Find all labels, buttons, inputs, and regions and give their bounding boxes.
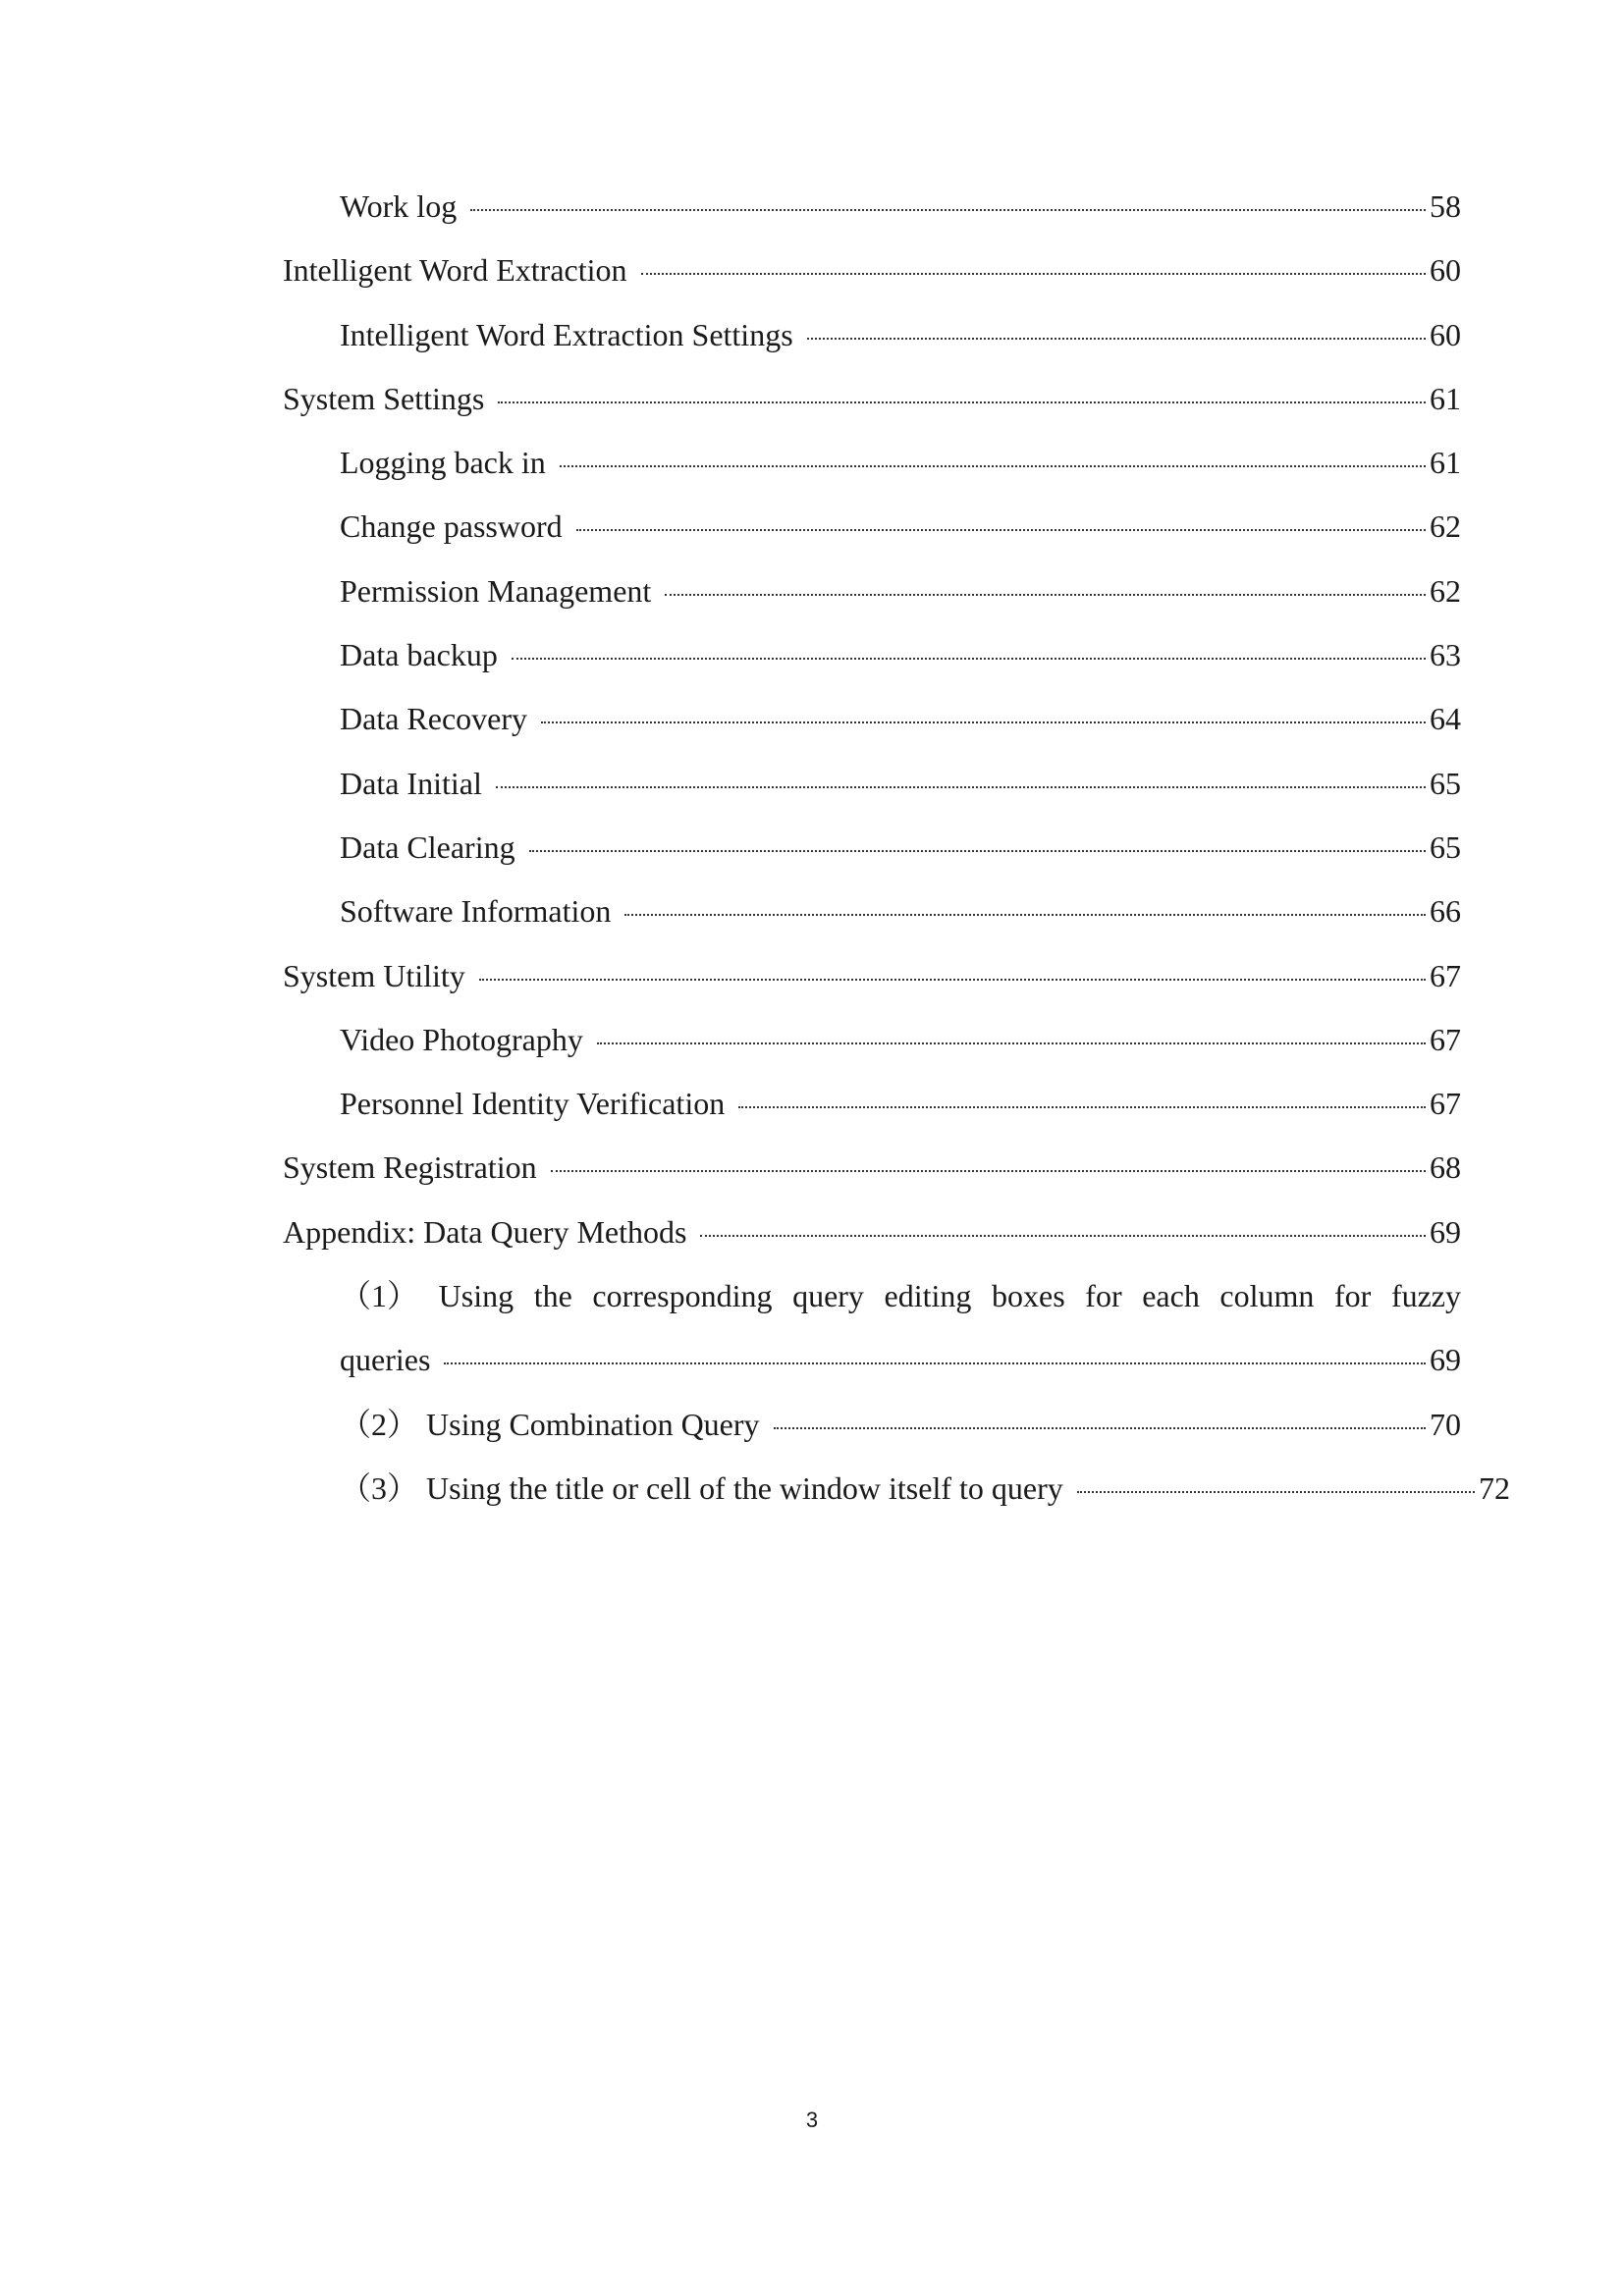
table-of-contents — [283, 187, 1510, 1532]
toc-dot-leader — [774, 1427, 1426, 1429]
toc-word: for — [1085, 1278, 1122, 1314]
toc-entry-title: System Settings — [283, 380, 485, 416]
toc-dot-leader — [496, 786, 1426, 788]
toc-entry-title: Change password — [340, 508, 563, 545]
toc-word: column — [1219, 1278, 1315, 1314]
toc-entry-page-number: 69 — [1430, 1213, 1461, 1250]
toc-entry[interactable] — [283, 828, 1461, 891]
toc-entry-title: System Utility — [283, 957, 465, 993]
toc-entry-page-number: 66 — [1430, 893, 1461, 930]
toc-dot-leader — [479, 979, 1426, 981]
toc-entry[interactable] — [283, 379, 1461, 443]
toc-entry-title: Software Information — [340, 893, 612, 930]
toc-dot-leader — [700, 1235, 1426, 1237]
toc-entry-title: Permission Management — [340, 572, 652, 609]
toc-dot-leader — [541, 721, 1426, 723]
toc-entry[interactable] — [283, 315, 1461, 379]
toc-entry[interactable] — [283, 1340, 1461, 1404]
toc-entry-wrapped-line[interactable] — [283, 1276, 1461, 1340]
toc-entry-title: Work log — [340, 188, 458, 224]
toc-word: editing — [884, 1278, 972, 1314]
toc-entry-page-number: 67 — [1430, 1086, 1461, 1122]
toc-entry-page-number: 60 — [1430, 316, 1461, 352]
toc-dot-leader — [470, 209, 1426, 211]
toc-dot-leader — [560, 465, 1426, 467]
toc-entry-page-number: 63 — [1430, 637, 1461, 673]
toc-word: fuzzy — [1390, 1278, 1461, 1314]
toc-entry[interactable] — [283, 250, 1461, 314]
toc-entry-title: Logging back in — [340, 445, 546, 481]
toc-entry-page-number: 67 — [1430, 1021, 1461, 1057]
toc-entry-page-number: 64 — [1430, 701, 1461, 737]
toc-entry-page-number: 68 — [1430, 1149, 1461, 1186]
toc-entry-page-number: 70 — [1430, 1406, 1461, 1442]
toc-dot-leader — [529, 850, 1426, 852]
toc-entry-title: （2） Using Combination Query — [340, 1406, 760, 1442]
toc-entry[interactable] — [283, 635, 1461, 699]
toc-word: Using — [438, 1278, 514, 1314]
page-number: 3 — [805, 2108, 819, 2132]
toc-entry[interactable] — [283, 1020, 1461, 1084]
toc-entry-page-number: 62 — [1430, 508, 1461, 545]
toc-dot-leader — [641, 273, 1426, 275]
toc-word: each — [1142, 1278, 1200, 1314]
toc-word: the — [533, 1278, 572, 1314]
toc-entry[interactable] — [283, 764, 1461, 828]
toc-dot-leader — [807, 338, 1426, 340]
toc-dot-leader — [1077, 1491, 1475, 1493]
toc-dot-leader — [597, 1042, 1426, 1044]
toc-entry-page-number: 72 — [1479, 1469, 1510, 1506]
toc-entry[interactable] — [283, 1405, 1461, 1468]
toc-entry[interactable] — [283, 571, 1461, 635]
toc-entry-title: Data backup — [340, 637, 498, 673]
toc-entry[interactable] — [283, 443, 1461, 507]
toc-entry[interactable] — [283, 1084, 1461, 1148]
toc-entry-page-number: 61 — [1430, 445, 1461, 481]
toc-entry-title: Data Initial — [340, 765, 482, 801]
toc-entry[interactable] — [283, 699, 1461, 763]
toc-entry-page-number: 58 — [1430, 188, 1461, 224]
toc-entry-title: Intelligent Word Extraction — [283, 252, 627, 289]
toc-entry-page-number: 62 — [1430, 572, 1461, 609]
toc-dot-leader — [576, 529, 1426, 531]
toc-entry-page-number: 61 — [1430, 380, 1461, 416]
toc-entry[interactable] — [283, 1468, 1510, 1532]
toc-entry-title: Data Recovery — [340, 701, 528, 737]
toc-entry-title: Intelligent Word Extraction Settings — [340, 316, 793, 352]
toc-entry-page-number: 69 — [1430, 1342, 1461, 1378]
toc-word: （1） — [340, 1278, 419, 1314]
toc-word: corresponding — [592, 1278, 773, 1314]
toc-entry-page-number: 60 — [1430, 252, 1461, 289]
toc-word: for — [1334, 1278, 1372, 1314]
toc-entry-title: queries — [340, 1342, 431, 1378]
toc-entry-title-line1 — [340, 1276, 1461, 1315]
toc-dot-leader — [498, 401, 1426, 403]
toc-dot-leader — [738, 1106, 1426, 1108]
toc-entry[interactable] — [283, 507, 1461, 570]
toc-entry-title: Data Clearing — [340, 828, 515, 865]
toc-dot-leader — [665, 594, 1426, 596]
toc-entry-page-number: 65 — [1430, 828, 1461, 865]
toc-entry-title: System Registration — [283, 1149, 537, 1186]
toc-entry[interactable] — [283, 1148, 1461, 1211]
toc-entry-page-number: 67 — [1430, 957, 1461, 993]
toc-entry-title: Personnel Identity Verification — [340, 1086, 726, 1122]
toc-dot-leader — [512, 658, 1426, 660]
toc-entry[interactable] — [283, 891, 1461, 955]
toc-entry-title: Appendix: Data Query Methods — [283, 1213, 687, 1250]
toc-entry[interactable] — [283, 1212, 1461, 1276]
toc-entry-page-number: 65 — [1430, 765, 1461, 801]
toc-entry[interactable] — [283, 187, 1461, 250]
toc-dot-leader — [551, 1170, 1426, 1172]
toc-word: boxes — [992, 1278, 1065, 1314]
toc-word: query — [792, 1278, 864, 1314]
toc-dot-leader — [624, 914, 1426, 916]
toc-entry-title: （3） Using the title or cell of the window itself to query — [340, 1469, 1063, 1506]
toc-dot-leader — [444, 1362, 1426, 1364]
toc-entry[interactable] — [283, 956, 1461, 1020]
toc-entry-title: Video Photography — [340, 1021, 583, 1057]
